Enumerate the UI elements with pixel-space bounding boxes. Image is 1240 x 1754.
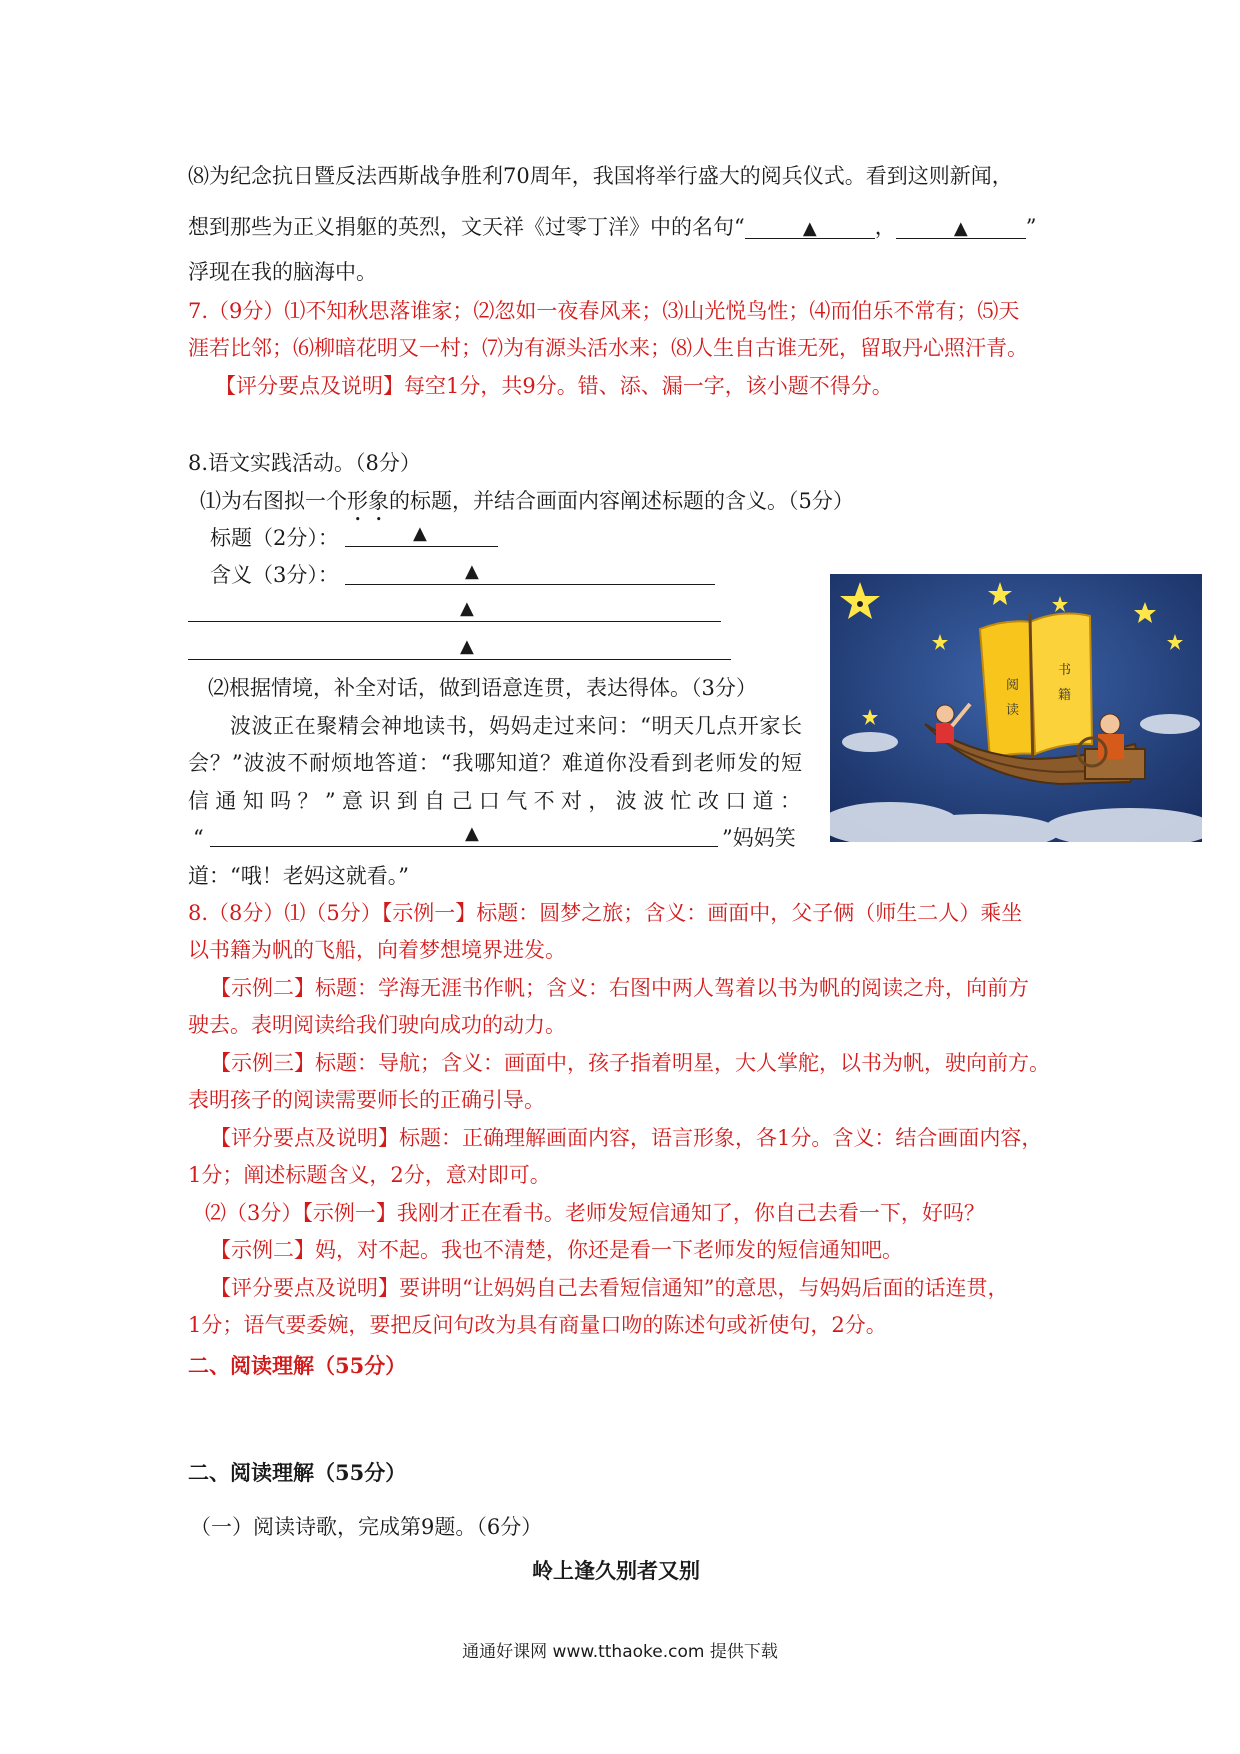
dialog-line-2: 会？”波波不耐烦地答道：“我哪知道？难道你没看到老师发的短: [188, 751, 802, 775]
q6-8-line1: ⑻为纪念抗日暨反法西斯战争胜利70周年，我国将举行盛大的阅兵仪式。看到这则新闻，: [188, 164, 1013, 188]
answer-8-line8: 1分；阐述标题含义，2分，意对即可。: [188, 1163, 551, 1187]
answer-8-line7: 【评分要点及说明】标题：正确理解画面内容，语言形象，各1分。含义：结合画面内容，: [210, 1126, 1043, 1150]
answer-8-line4: 驶去。表明阅读给我们驶向成功的动力。: [188, 1013, 566, 1037]
title-answer-line[interactable]: [345, 523, 498, 547]
reading-ship-illustration: [830, 574, 1202, 842]
dialog-close: ”妈妈笑: [722, 826, 796, 850]
poem-title: 岭上逢久别者又别: [532, 1558, 700, 1583]
star-face: [857, 601, 863, 607]
meaning-answer-line-3[interactable]: [188, 636, 731, 660]
close-quote: ”: [1025, 215, 1037, 239]
triangle-mark: ▲: [953, 218, 968, 239]
q8-sub1-text-a: ⑴为右图拟一个: [200, 489, 347, 513]
answer-8-line5: 【示例三】标题：导航；含义：画面中，孩子指着明星，大人掌舵，以书为帆，驶向前方。: [210, 1051, 1050, 1075]
answer-section-heading: 二、阅读理解（55分）: [188, 1353, 407, 1378]
sail-left-text-1: 阅: [1006, 678, 1020, 693]
answer-8-line6: 表明孩子的阅读需要师长的正确引导。: [188, 1088, 545, 1112]
dialog-line-3: 信通知吗？”意识到自己口气不对，波波忙改口道：: [188, 789, 802, 813]
answer-7-line1: 7.（9分）⑴不知秋思落谁家；⑵忽如一夜春风来；⑶山光悦鸟性；⑷而伯乐不常有；⑸天: [188, 299, 1020, 323]
triangle-mark: ▲: [413, 523, 427, 544]
dialog-line-5: 道：“哦！老妈这就看。”: [188, 864, 409, 888]
meaning-label: 含义（3分）：: [210, 563, 339, 587]
sail-left-text-2: 读: [1006, 703, 1020, 718]
q8-sub1: [200, 487, 854, 526]
fill-blank[interactable]: [896, 216, 1026, 239]
q8-sub2: ⑵根据情境，补全对话，做到语意连贯，表达得体。（3分）: [208, 676, 757, 700]
title-label: 标题（2分）：: [210, 526, 339, 550]
triangle-mark: ▲: [465, 823, 479, 844]
dialog-line-1: 波波正在聚精会神地读书，妈妈走过来问：“明天几点开家长: [230, 714, 802, 738]
comma: ，: [874, 215, 896, 239]
q8-sub1-text-b: 的标题，并结合画面内容阐述标题的含义。（5分）: [389, 489, 854, 513]
triangle-mark: ▲: [802, 218, 817, 239]
answer-7-line2: 涯若比邻；⑹柳暗花明又一村；⑺为有源头活水来；⑻人生自古谁无死，留取丹心照汗青。: [188, 336, 1028, 360]
answer-8-line12: 1分；语气要委婉，要把反问句改为具有商量口吻的陈述句或祈使句，2分。: [188, 1313, 887, 1337]
answer-8-line10: 【示例二】妈，对不起。我也不清楚，你还是看一下老师发的短信通知吧。: [210, 1238, 903, 1262]
q6-8-line2: [188, 213, 1036, 241]
sail-right-text-1: 书: [1058, 663, 1072, 678]
fill-blank[interactable]: [745, 216, 875, 239]
dialog-answer-line[interactable]: [210, 823, 718, 847]
meaning-answer-line-1[interactable]: [345, 561, 715, 585]
footer: 通通好课网 www.tthaoke.com 提供下载: [462, 1642, 778, 1662]
q8-title: 8.语文实践活动。（8分）: [188, 451, 421, 475]
answer-8-line9: ⑵（3分）【示例一】我刚才正在看书。老师发短信通知了，你自己去看一下，好吗？: [205, 1201, 985, 1225]
triangle-mark: ▲: [460, 598, 474, 619]
part-1-instruction: （一）阅读诗歌，完成第9题。（6分）: [190, 1515, 543, 1539]
answer-8-line2: 以书籍为帆的飞船，向着梦想境界进发。: [188, 938, 566, 962]
answer-8-line3: 【示例二】标题：学海无涯书作帆；含义：右图中两人驾着以书为帆的阅读之舟，向前方: [210, 976, 1029, 1000]
meaning-answer-line-2[interactable]: [188, 598, 721, 622]
answer-8-line11: 【评分要点及说明】要讲明“让妈妈自己去看短信通知”的意思，与妈妈后面的话连贯，: [210, 1276, 1009, 1300]
section-heading: 二、阅读理解（55分）: [188, 1460, 407, 1485]
q8-sub1-emphasis: 形象: [347, 489, 389, 513]
sail-right-text-2: 籍: [1058, 688, 1072, 703]
dialog-open-quote: “: [193, 826, 204, 850]
answer-7-note: 【评分要点及说明】每空1分，共9分。错、添、漏一字，该小题不得分。: [215, 374, 893, 398]
q6-8-line3: 浮现在我的脑海中。: [188, 260, 377, 284]
answer-8-line1: 8.（8分）⑴（5分）【示例一】标题：圆梦之旅；含义：画面中，父子俩（师生二人）乘坐: [188, 901, 1023, 925]
triangle-mark: ▲: [460, 636, 474, 657]
q6-8-line2-text: 想到那些为正义捐躯的英烈，文天祥《过零丁洋》中的名句“: [188, 215, 745, 239]
triangle-mark: ▲: [465, 561, 479, 582]
